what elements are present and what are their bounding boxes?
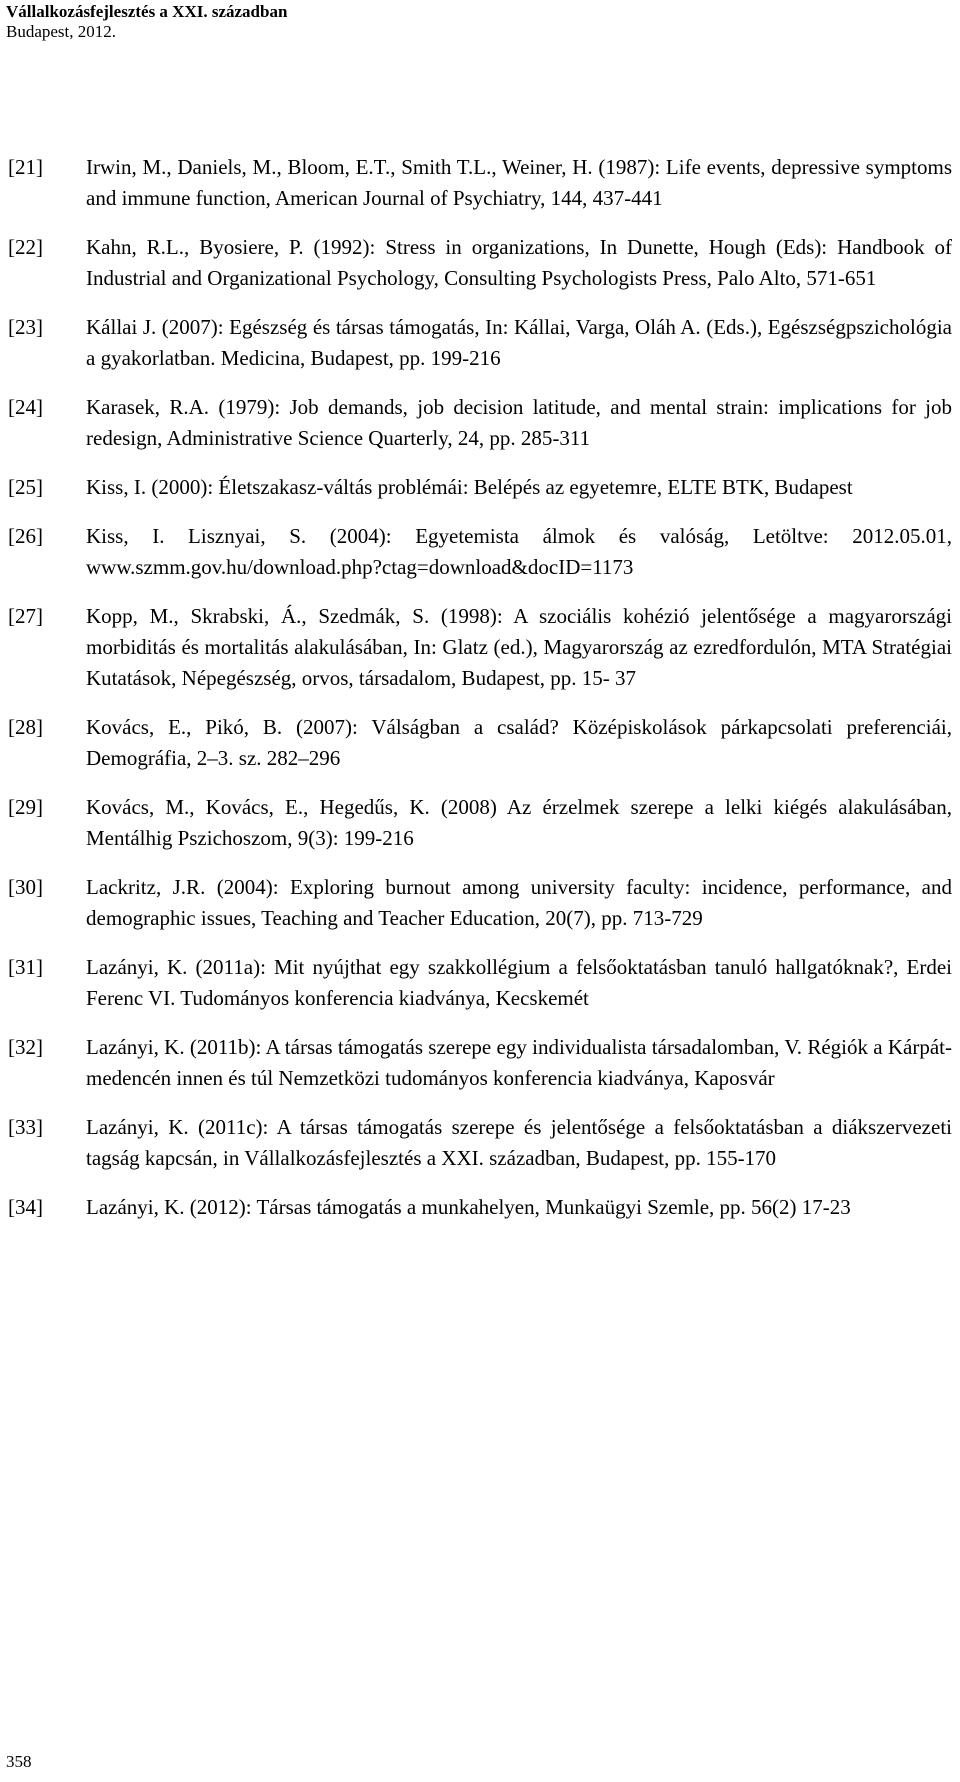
reference-number: [25] [8, 475, 43, 499]
reference-number: [26] [8, 524, 43, 548]
reference-text: Lazányi, K. (2012): Társas támogatás a munkahelyen, Munkaügyi Szemle, pp. 56(2) 17-23 [86, 1195, 851, 1219]
reference-number: [34] [8, 1195, 43, 1219]
reference-text: Kiss, I. Lisznyai, S. (2004): Egyetemista álmok és valóság, Letöltve: 2012.05.01, www.szmm.gov.hu/download.php?ctag=download&docID=1173 [86, 524, 952, 579]
reference-text: Kovács, M., Kovács, E., Hegedűs, K. (2008) Az érzelmek szerepe a lelki kiégés alakulásában, Mentálhig Pszichoszom, 9(3): 199-216 [86, 795, 952, 850]
reference-text: Kállai J. (2007): Egészség és társas támogatás, In: Kállai, Varga, Oláh A. (Eds.), Egészségpszichológia a gyakorlatban. Medicina, Budapest, pp. 199-216 [86, 315, 952, 370]
reference-text: Irwin, M., Daniels, M., Bloom, E.T., Smith T.L., Weiner, H. (1987): Life events, depressive symptoms and immune function, American Journal of Psychiatry, 144, 437-441 [86, 155, 952, 210]
page-header [6, 2, 287, 42]
reference-number: [29] [8, 795, 43, 819]
reference-item [8, 232, 952, 294]
reference-text: Kahn, R.L., Byosiere, P. (1992): Stress in organizations, In Dunette, Hough (Eds): Handbook of Industrial and Organizational Psychology, Consulting Psychologists Press, Palo Alto, 571-651 [86, 235, 952, 290]
reference-number: [24] [8, 395, 43, 419]
reference-number: [31] [8, 955, 43, 979]
reference-item [8, 312, 952, 374]
reference-text: Kiss, I. (2000): Életszakasz-váltás problémái: Belépés az egyetemre, ELTE BTK, Budapest [86, 475, 853, 499]
reference-text: Kopp, M., Skrabski, Á., Szedmák, S. (1998): A szociális kohézió jelentősége a magyarországi morbiditás és mortalitás alakulásában, In: Glatz (ed.), Magyarország az ezredfordulón, MTA Stratégiai Kutatások, Népegészség, orvos, társadalom, Budapest, pp. 15- 37 [86, 604, 952, 690]
reference-number: [28] [8, 715, 43, 739]
reference-item [8, 392, 952, 454]
header-subtitle: Budapest, 2012. [6, 22, 117, 41]
reference-item [8, 521, 952, 583]
reference-number: [21] [8, 155, 43, 179]
reference-item [8, 712, 952, 774]
reference-item [8, 152, 952, 214]
reference-item [8, 792, 952, 854]
reference-list [8, 152, 952, 1241]
reference-text: Karasek, R.A. (1979): Job demands, job decision latitude, and mental strain: implications for job redesign, Administrative Science Quarterly, 24, pp. 285-311 [86, 395, 952, 450]
reference-item [8, 601, 952, 694]
header-title: Vállalkozásfejlesztés a XXI. században [6, 2, 288, 21]
reference-text: Kovács, E., Pikó, B. (2007): Válságban a család? Középiskolások párkapcsolati preferenciái, Demográfia, 2–3. sz. 282–296 [86, 715, 952, 770]
reference-number: [33] [8, 1115, 43, 1139]
reference-item [8, 1112, 952, 1174]
reference-text: Lazányi, K. (2011a): Mit nyújthat egy szakkollégium a felsőoktatásban tanuló hallgatóknak?, Erdei Ferenc VI. Tudományos konferencia kiadványa, Kecskemét [86, 955, 952, 1010]
reference-item [8, 872, 952, 934]
reference-item [8, 952, 952, 1014]
reference-item [8, 1032, 952, 1094]
reference-text: Lackritz, J.R. (2004): Exploring burnout among university faculty: incidence, performance, and demographic issues, Teaching and Teacher Education, 20(7), pp. 713-729 [86, 875, 952, 930]
page-number: 358 [6, 1752, 32, 1771]
reference-number: [22] [8, 235, 43, 259]
reference-number: [32] [8, 1035, 43, 1059]
reference-number: [30] [8, 875, 43, 899]
reference-item [8, 472, 952, 503]
reference-number: [23] [8, 315, 43, 339]
reference-text: Lazányi, K. (2011b): A társas támogatás szerepe egy individualista társadalomban, V. Régiók a Kárpát-medencén innen és túl Nemzetközi tudományos konferencia kiadványa, Kaposvár [86, 1035, 952, 1090]
reference-item [8, 1192, 952, 1223]
reference-number: [27] [8, 604, 43, 628]
reference-text: Lazányi, K. (2011c): A társas támogatás szerepe és jelentősége a felsőoktatásban a diákszervezeti tagság kapcsán, in Vállalkozásfejlesztés a XXI. században, Budapest, pp. 155-170 [86, 1115, 952, 1170]
